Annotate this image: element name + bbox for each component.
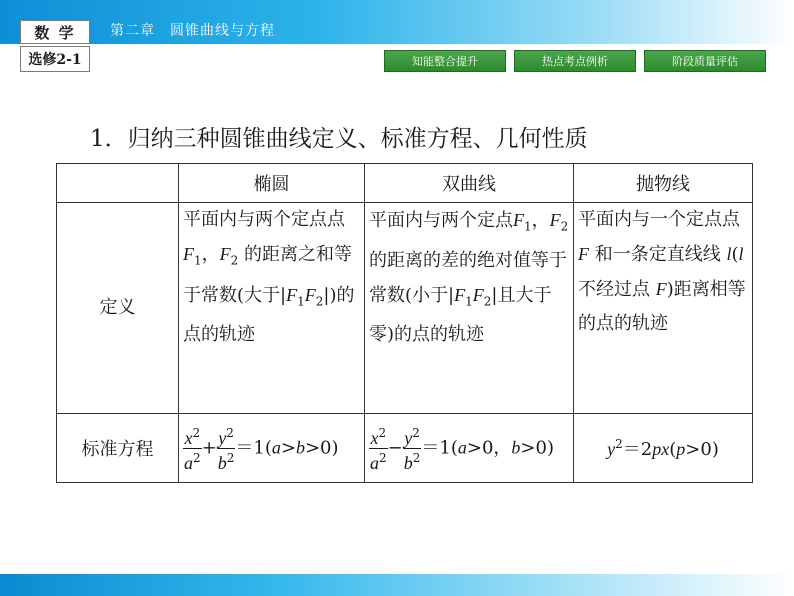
table-row-equation (57, 414, 753, 483)
table-header-row (57, 164, 753, 203)
ellipse-equation: $\frac{x^2}{a^2}$ + $\frac{y^2}{b^2}$ ＝1(a>b>0) (179, 414, 365, 483)
parabola-equation: $y^2=2px(p>0)$ (574, 414, 753, 483)
subject-label: 数 学 (20, 20, 90, 44)
header-cell-parabola: 抛物线 (574, 164, 753, 203)
hyperbola-definition: 平面内与两个定点$F_1$，$F_2$ 的距离的差的绝对值等于常数(小于$|F_1F_2|$且大于零)的点的轨迹 (365, 203, 574, 414)
fraction-x2-a2: $\frac{x^2}{a^2}$ (370, 425, 387, 473)
header-cell-hyperbola: 双曲线 (365, 164, 574, 203)
nav-button-assessment[interactable]: 阶段质量评估 (644, 50, 766, 72)
fraction-x2-a2: $\frac{x^2}{a^2}$ (184, 425, 201, 473)
nav-button-hotspots[interactable]: 热点考点例析 (514, 50, 636, 72)
row-label-equation: 标准方程 (57, 414, 179, 483)
header-cell-empty (57, 164, 179, 203)
nav-button-knowledge[interactable]: 知能整合提升 (384, 50, 506, 72)
row-label-definition: 定义 (57, 203, 179, 414)
parabola-definition: 平面内与一个定点点 F 和一条定直线线 l(l 不经过点 F)距离相等的点的轨迹 (574, 203, 753, 414)
section-heading: 1．归纳三种圆锥曲线定义、标准方程、几何性质 (90, 126, 588, 152)
table-row-definition (57, 203, 753, 414)
bottom-banner (0, 574, 794, 596)
chapter-title: 第二章 圆锥曲线与方程 (110, 23, 275, 39)
course-label: 选修2-1 (20, 46, 90, 72)
ellipse-definition: 平面内与两个定点点 $F_1$，$F_2$ 的距离之和等于常数(大于$|F_1F_2|$)的点的轨迹 (179, 203, 365, 414)
fraction-y2-b2: $\frac{y^2}{b^2}$ (403, 425, 421, 473)
fraction-y2-b2: $\frac{y^2}{b^2}$ (217, 425, 235, 473)
conic-summary-table (56, 163, 753, 483)
header-cell-ellipse: 椭圆 (179, 164, 365, 203)
hyperbola-equation: $\frac{x^2}{a^2}$ − $\frac{y^2}{b^2}$ ＝1(a>0，b>0) (365, 414, 574, 483)
